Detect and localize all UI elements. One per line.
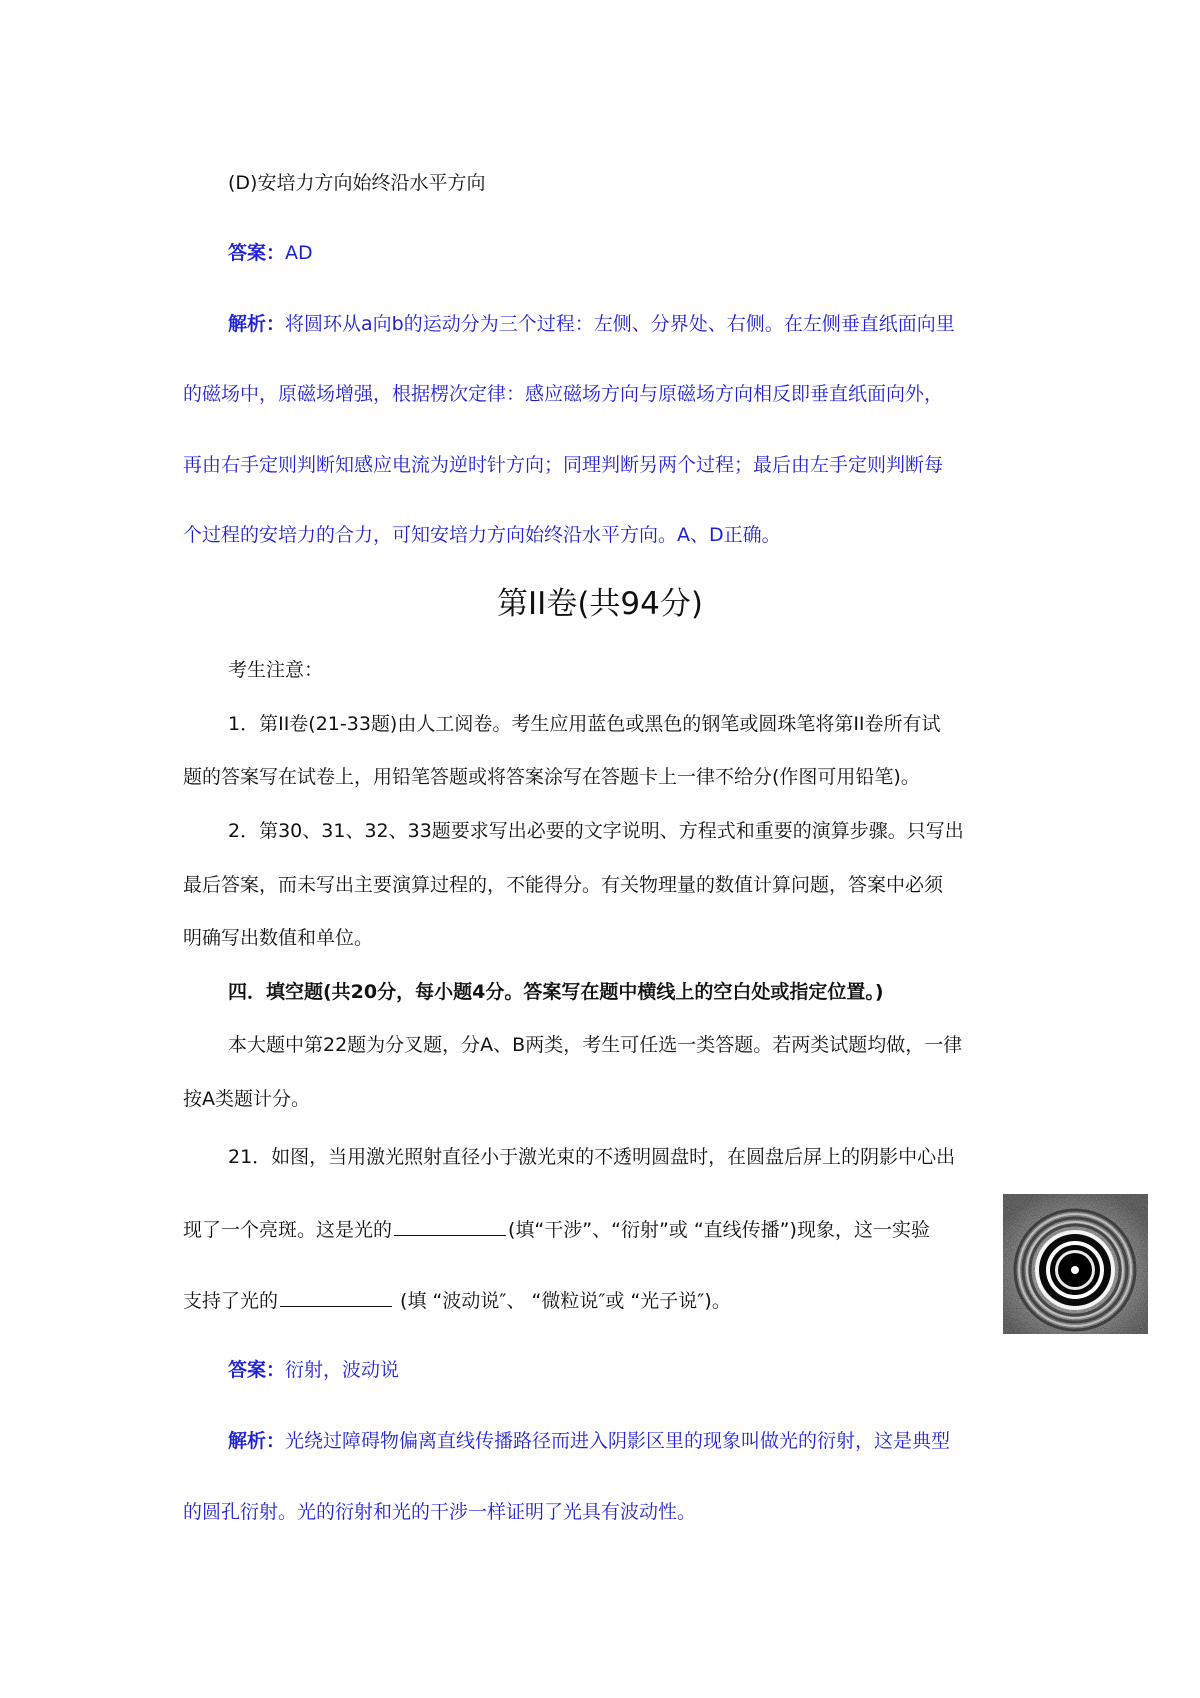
explanation-1-line-3: 再由右手定则判断知感应电流为逆时针方向；同理判断另两个过程；最后由左手定则判断每 [183,454,944,476]
notice-2-line-3: 明确写出数值和单位。 [183,927,374,949]
notice-heading: 考生注意： [228,659,324,681]
part4-heading: 四．填空题(共20分，每小题4分。答案写在题中横线上的空白处或指定位置。) [228,981,884,1003]
part4-note-line-1: 本大题中第22题为分叉题，分A、B两类，考生可任选一类答题。若两类试题均做，一律 [228,1034,963,1056]
question-21-line-1: 21．如图，当用激光照射直径小于激光束的不透明圆盘时，在圆盘后屏上的阴影中心出 [228,1146,956,1168]
notice-2-line-1: 2．第30、31、32、33题要求写出必要的文字说明、方程式和重要的演算步骤。只写出 [228,820,964,842]
answer-2 [228,1357,399,1383]
question-21-text-d: (填 “波动说″、 “微粒说″或 “光子说″)。 [394,1290,731,1312]
explanation-2-line-2: 的圆孔衍射。光的衍射和光的干涉一样证明了光具有波动性。 [183,1501,697,1523]
explanation-text: 光绕过障碍物偏离直线传播路径而进入阴影区里的现象叫做光的衍射，这是典型 [285,1430,951,1452]
notice-2-line-2: 最后答案，而未写出主要演算过程的，不能得分。有关物理量的数值计算问题，答案中必须 [183,874,944,896]
question-21-text-c: 支持了光的 [183,1290,279,1312]
explanation-text: 将圆环从a向b的运动分为三个过程：左侧、分界处、右侧。在左侧垂直纸面向里 [285,313,955,335]
explanation-1-line-1 [228,311,955,337]
question-21-text-b: (填“干涉”、“衍射”或 “直线传播”)现象，这一实验 [508,1219,930,1241]
question-21-line-3 [183,1286,731,1314]
explanation-2-line-1 [228,1428,950,1454]
diffraction-pattern-image [1003,1194,1148,1334]
notice-1-line-2: 题的答案写在试卷上，用铅笔答题或将答案涂写在答题卡上一律不给分(作图可用铅笔)。 [183,766,920,788]
section-title: 第II卷(共94分) [497,586,703,622]
answer-value: 衍射，波动说 [285,1359,400,1381]
explanation-label: 解析： [228,1430,286,1452]
answer-label: 答案： [228,1359,286,1381]
explanation-1-line-2: 的磁场中，原磁场增强，根据楞次定律：感应磁场方向与原磁场方向相反即垂直纸面向外， [183,383,944,405]
answer-value: AD [285,242,313,264]
answer-label: 答案： [228,242,286,264]
explanation-1-line-4: 个过程的安培力的合力，可知安培力方向始终沿水平方向。A、D正确。 [183,524,781,546]
answer-1 [228,240,313,266]
question-21-text-a: 现了一个亮斑。这是光的 [183,1219,393,1241]
option-d-line: (D)安培力方向始终沿水平方向 [228,172,486,194]
question-21-line-2 [183,1215,930,1243]
answer-blank-2[interactable] [280,1286,392,1307]
explanation-label: 解析： [228,313,286,335]
part4-note-line-2: 按A类题计分。 [183,1088,310,1110]
answer-blank-1[interactable] [394,1215,506,1236]
notice-1-line-1: 1．第II卷(21-33题)由人工阅卷。考生应用蓝色或黑色的钢笔或圆珠笔将第II卷所有试 [228,713,941,735]
